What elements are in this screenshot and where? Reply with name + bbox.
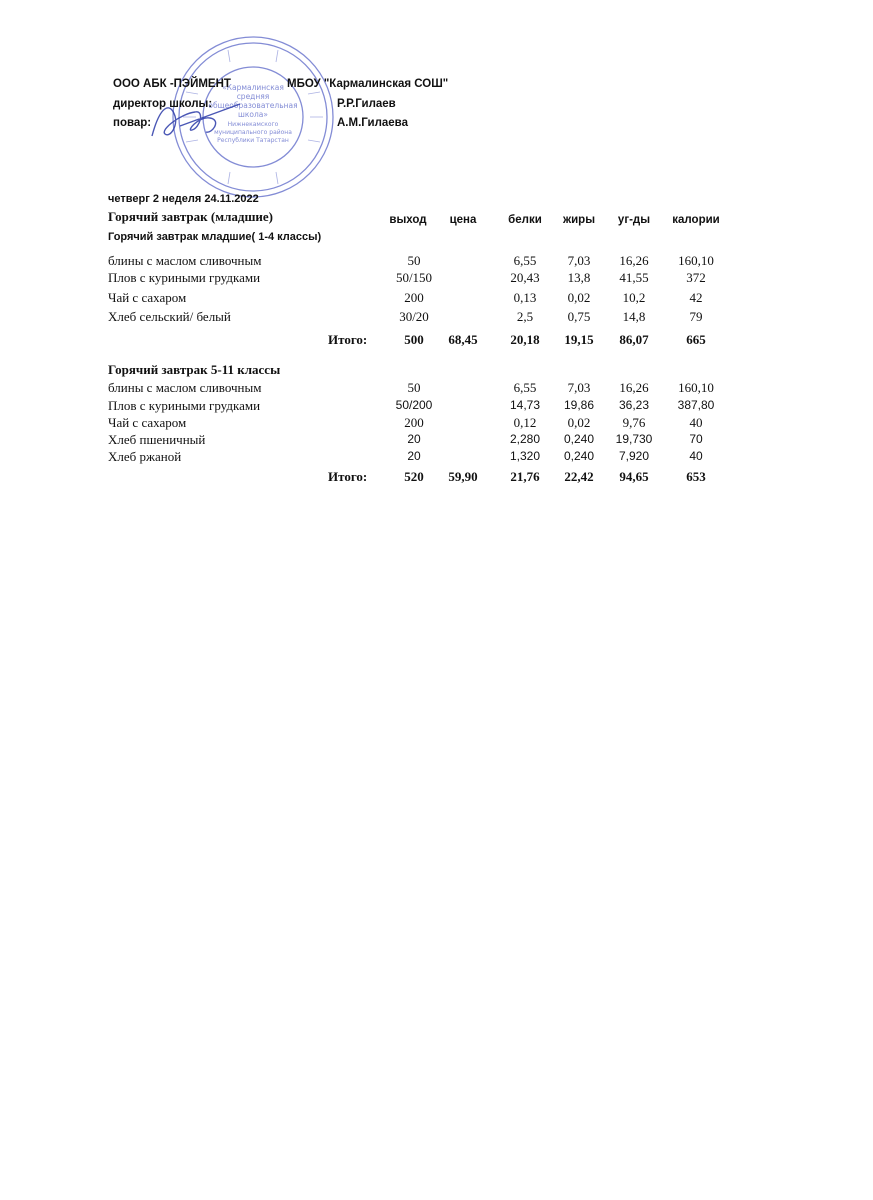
school-name: МБОУ "Кармалинская СОШ" — [287, 78, 449, 90]
table-row — [0, 415, 873, 433]
fat-cell: 0,02 — [567, 290, 591, 305]
date-line: четверг 2 неделя 24.11.2022 — [108, 193, 259, 205]
total-kcal: 653 — [686, 469, 706, 484]
kcal-cell: 79 — [689, 309, 703, 324]
fat-cell: 7,03 — [567, 380, 591, 395]
seal-line: школа» — [238, 110, 268, 119]
dish-name: Плов с куриными грудками — [108, 270, 261, 285]
supplier-name: ООО АБК -ПЭЙМЕНТ — [113, 78, 231, 90]
protein-cell: 14,73 — [509, 398, 541, 412]
kcal-cell: 387,80 — [677, 398, 715, 412]
total-carbs: 94,65 — [619, 469, 649, 484]
table-row — [0, 290, 873, 308]
total-price: 68,45 — [448, 332, 478, 347]
col-header-out: выход — [389, 214, 427, 226]
section1-title: Горячий завтрак (младшие) — [108, 209, 274, 224]
table-row — [0, 309, 873, 327]
carbs-cell: 41,55 — [619, 270, 649, 285]
kcal-cell: 372 — [686, 270, 706, 285]
total-fat: 22,42 — [564, 469, 594, 484]
kcal-cell: 160,10 — [678, 380, 714, 395]
carbs-cell: 7,920 — [618, 449, 650, 463]
dish-name: Плов с куриными грудками — [108, 398, 261, 413]
protein-cell: 6,55 — [513, 253, 537, 268]
kcal-cell: 160,10 — [678, 253, 714, 268]
table-row — [0, 432, 873, 450]
kcal-cell: 42 — [689, 290, 703, 305]
seal-line: муниципального района — [214, 129, 292, 136]
seal-line: средняя — [236, 92, 270, 101]
dish-name: Чай с сахаром — [108, 415, 187, 430]
total-kcal: 665 — [686, 332, 706, 347]
fat-cell: 7,03 — [567, 253, 591, 268]
carbs-cell: 10,2 — [622, 290, 646, 305]
protein-cell: 6,55 — [513, 380, 537, 395]
col-header-fat: жиры — [562, 214, 596, 226]
section2-title: Горячий завтрак 5-11 классы — [108, 362, 281, 377]
cook-label: повар: — [113, 117, 152, 129]
seal-line: общеобразовательная — [208, 101, 298, 110]
dish-name: блины с маслом сливочным — [108, 380, 262, 395]
total-carbs: 86,07 — [619, 332, 649, 347]
out-cell: 200 — [404, 415, 424, 430]
total-row — [0, 332, 873, 350]
seal-line: «Кармалинская — [222, 83, 284, 92]
carbs-cell: 36,23 — [618, 398, 650, 412]
table-row — [0, 449, 873, 467]
total-fat: 19,15 — [564, 332, 594, 347]
fat-cell: 0,02 — [567, 415, 591, 430]
protein-cell: 1,320 — [509, 449, 541, 463]
protein-cell: 2,280 — [509, 432, 541, 446]
col-header-kcal: калории — [672, 214, 720, 226]
kcal-cell: 70 — [689, 432, 703, 446]
col-header-carbs: уг-ды — [617, 214, 651, 226]
kcal-cell: 40 — [689, 415, 703, 430]
total-protein: 20,18 — [510, 332, 540, 347]
section1-subtitle: Горячий завтрак младшие( 1-4 классы) — [108, 231, 322, 243]
out-cell: 200 — [404, 290, 424, 305]
dish-name: Хлеб пшеничный — [108, 432, 206, 447]
carbs-cell: 19,730 — [615, 432, 653, 446]
total-out: 520 — [404, 469, 424, 484]
fat-cell: 19,86 — [563, 398, 595, 412]
col-header-price: цена — [449, 214, 477, 226]
fat-cell: 0,75 — [567, 309, 591, 324]
dish-name: Хлеб ржаной — [108, 449, 182, 464]
table-row — [0, 253, 873, 271]
total-out: 500 — [404, 332, 424, 347]
fat-cell: 13,8 — [567, 270, 591, 285]
dish-name: блины с маслом сливочным — [108, 253, 262, 268]
fat-cell: 0,240 — [563, 449, 595, 463]
protein-cell: 2,5 — [516, 309, 534, 324]
carbs-cell: 16,26 — [619, 380, 649, 395]
cook-name: А.М.Гилаева — [337, 117, 408, 129]
protein-cell: 0,13 — [513, 290, 537, 305]
total-price: 59,90 — [448, 469, 478, 484]
dish-name: Чай с сахаром — [108, 290, 187, 305]
total-protein: 21,76 — [510, 469, 540, 484]
out-cell: 20 — [407, 432, 421, 446]
director-name: Р.Р.Гилаев — [337, 98, 396, 110]
carbs-cell: 14,8 — [622, 309, 646, 324]
total-label: Итого: — [328, 332, 368, 347]
table-row — [0, 270, 873, 288]
column-headers — [0, 214, 873, 232]
dish-name: Хлеб сельский/ белый — [108, 309, 231, 324]
total-row — [0, 469, 873, 487]
kcal-cell: 40 — [689, 449, 703, 463]
protein-cell: 20,43 — [510, 270, 540, 285]
table-row — [0, 398, 873, 416]
out-cell: 30/20 — [399, 309, 429, 324]
director-label: директор школы: — [113, 98, 213, 110]
out-cell: 20 — [407, 449, 421, 463]
out-cell: 50/200 — [395, 398, 433, 412]
total-label: Итого: — [328, 469, 368, 484]
table-row — [0, 380, 873, 398]
protein-cell: 0,12 — [513, 415, 537, 430]
carbs-cell: 9,76 — [622, 415, 646, 430]
seal-line: Нижнекамского — [227, 121, 279, 128]
seal-line: Республики Татарстан — [217, 137, 289, 144]
carbs-cell: 16,26 — [619, 253, 649, 268]
out-cell: 50 — [407, 380, 421, 395]
fat-cell: 0,240 — [563, 432, 595, 446]
out-cell: 50 — [407, 253, 421, 268]
out-cell: 50/150 — [395, 270, 433, 285]
col-header-protein: белки — [508, 214, 542, 226]
